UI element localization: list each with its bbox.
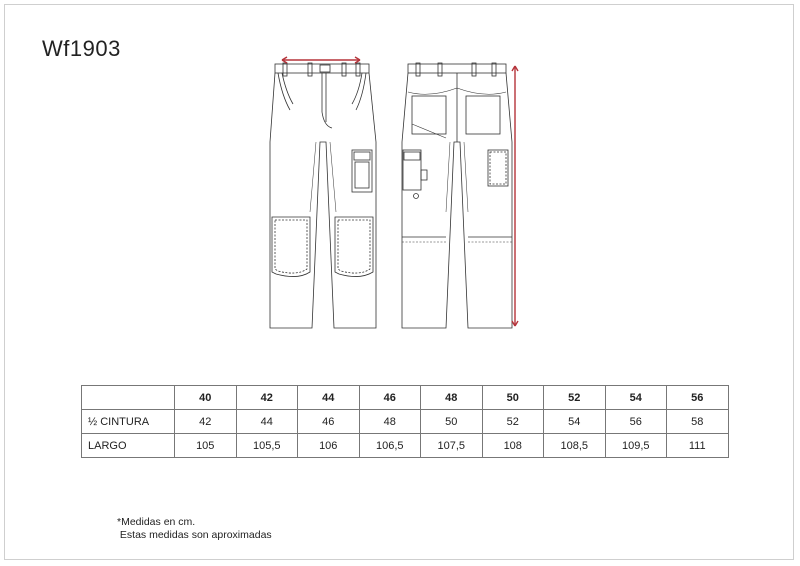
table-row-length: [82, 434, 729, 458]
table-cell: 106: [298, 434, 360, 458]
waist-measure-arrow: [282, 57, 360, 63]
trousers-front-view: [270, 63, 376, 328]
size-header-cell: 40: [175, 386, 237, 410]
row-label-length: LARGO: [82, 434, 175, 458]
length-measure-arrow: [512, 66, 518, 326]
table-cell: 48: [359, 410, 421, 434]
table-cell: 44: [236, 410, 298, 434]
table-cell: 105: [175, 434, 237, 458]
table-cell: 50: [421, 410, 483, 434]
size-header-cell: 42: [236, 386, 298, 410]
size-header-cell: 54: [605, 386, 667, 410]
model-code: Wf1903: [42, 36, 121, 61]
table-cell: 52: [482, 410, 544, 434]
measurement-notes: [117, 516, 272, 542]
size-header-row: [82, 386, 729, 410]
trousers-back-view: [402, 63, 512, 328]
table-cell: 106,5: [359, 434, 421, 458]
table-cell: 54: [544, 410, 606, 434]
trousers-technical-drawing: [260, 52, 540, 342]
size-header-cell: 50: [482, 386, 544, 410]
size-header-cell: 48: [421, 386, 483, 410]
table-cell: 105,5: [236, 434, 298, 458]
table-cell: 107,5: [421, 434, 483, 458]
size-table: [81, 385, 729, 458]
note-approximate: Estas medidas son aproximadas: [117, 529, 272, 541]
size-header-cell: 52: [544, 386, 606, 410]
size-header-cell: 56: [667, 386, 729, 410]
table-cell: 111: [667, 434, 729, 458]
table-cell: 58: [667, 410, 729, 434]
table-cell: 56: [605, 410, 667, 434]
table-cell: 42: [175, 410, 237, 434]
size-header-cell: 46: [359, 386, 421, 410]
row-label-half-waist: ½ CINTURA: [82, 410, 175, 434]
note-units: *Medidas en cm.: [117, 516, 196, 528]
size-header-empty-cell: [82, 386, 175, 410]
table-cell: 108,5: [544, 434, 606, 458]
table-cell: 46: [298, 410, 360, 434]
size-header-cell: 44: [298, 386, 360, 410]
table-row-half-waist: [82, 410, 729, 434]
table-cell: 108: [482, 434, 544, 458]
table-cell: 109,5: [605, 434, 667, 458]
